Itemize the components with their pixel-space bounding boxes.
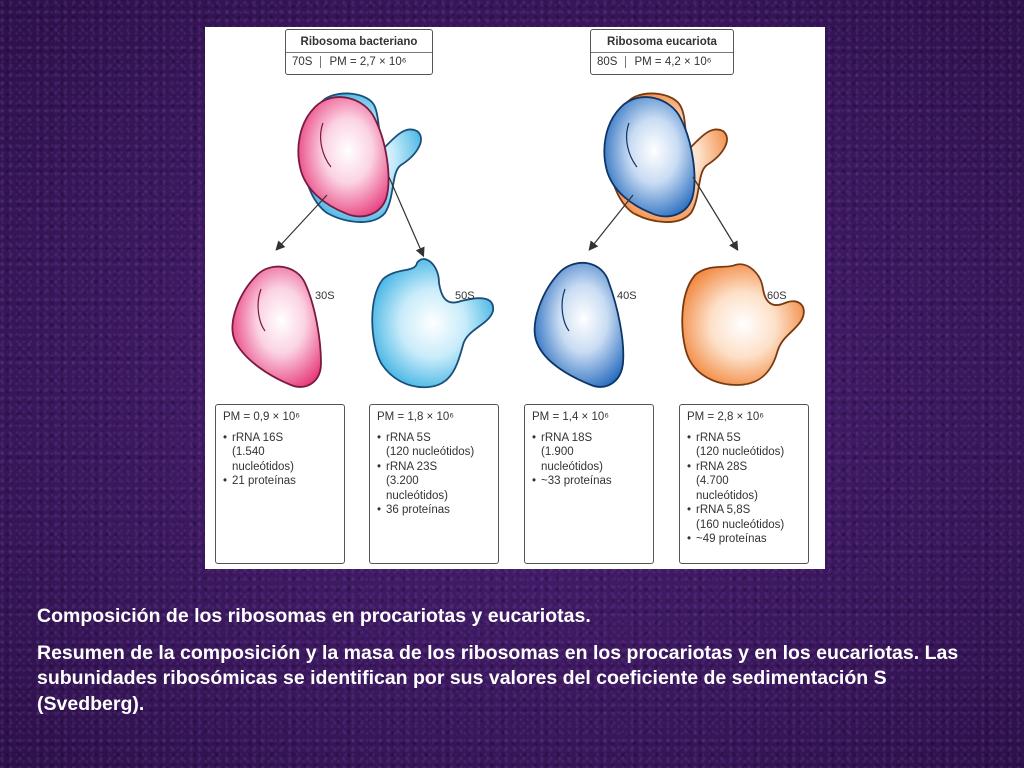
list-item bbox=[377, 431, 491, 446]
label-50s: 50S bbox=[455, 290, 475, 302]
list-item-sub: (1.900 bbox=[541, 446, 574, 458]
arrow-to-60s bbox=[693, 177, 737, 249]
title-bacterial: Ribosoma bacteriano bbox=[286, 30, 432, 53]
list-item-sub: (3.200 bbox=[386, 475, 419, 487]
list-item-sub: (120 nucleótidos) bbox=[386, 446, 475, 458]
arrow-to-40s bbox=[590, 195, 633, 249]
rrna-23s: • rRNA 23S bbox=[386, 460, 438, 473]
rrna-5s: • rRNA 5S bbox=[386, 431, 431, 444]
proteins-50s: • 36 proteínas bbox=[386, 504, 450, 516]
pm-80s: PM = 4,2 × 10⁶ bbox=[634, 56, 712, 68]
info-box-40s bbox=[524, 404, 654, 564]
label-60s: 60S bbox=[767, 290, 787, 302]
list-item bbox=[532, 431, 646, 446]
svedberg-80s: 80S bbox=[597, 56, 626, 68]
info-box-30s bbox=[215, 404, 345, 564]
pm-70s: PM = 2,7 × 10⁶ bbox=[329, 56, 407, 68]
ribosome-figure bbox=[205, 27, 825, 569]
proteins-60s: • ~49 proteínas bbox=[696, 533, 767, 545]
pm-50s: PM = 1,8 × 10⁶ bbox=[377, 411, 454, 423]
subunit-40s-shape bbox=[535, 263, 624, 387]
caption-title: Composición de los ribosomas en procariotas y eucariotas. bbox=[37, 605, 591, 627]
list-item-sub: (160 nucleótidos) bbox=[696, 518, 785, 531]
list-item bbox=[223, 474, 337, 489]
rrna-16s: • rRNA 16S bbox=[232, 431, 284, 444]
label-40s: 40S bbox=[617, 290, 637, 302]
list-item bbox=[687, 460, 801, 475]
title-box-eukaryotic bbox=[590, 29, 734, 75]
ribosome-70s-shape bbox=[298, 93, 421, 222]
info-box-60s bbox=[679, 404, 809, 564]
list-item-sub: nucleótidos) bbox=[386, 489, 449, 502]
svedberg-70s: 70S bbox=[292, 56, 321, 68]
subunit-60s-shape bbox=[682, 264, 804, 385]
list-item bbox=[687, 503, 801, 518]
subunit-50s-shape bbox=[372, 259, 493, 387]
proteins-30s: • 21 proteínas bbox=[232, 475, 296, 487]
pm-60s: PM = 2,8 × 10⁶ bbox=[687, 411, 764, 423]
slide-caption bbox=[37, 604, 997, 717]
pm-30s: PM = 0,9 × 10⁶ bbox=[223, 411, 300, 423]
label-30s: 30S bbox=[315, 290, 335, 302]
list-item-sub: nucleótidos) bbox=[696, 489, 759, 502]
pm-40s: PM = 1,4 × 10⁶ bbox=[532, 411, 609, 423]
subunit-30s-shape bbox=[232, 267, 321, 387]
list-item bbox=[687, 431, 801, 446]
arrow-to-30s bbox=[277, 195, 327, 249]
list-item-sub: (120 nucleótidos) bbox=[696, 446, 785, 458]
rrna-18s: • rRNA 18S bbox=[541, 431, 593, 444]
caption-body: Resumen de la composición y la masa de los ribosomas en los procariotas y en los eucariotas. Las subunidades ribosómicas se identifican por sus valores del coeficiente de sedimentación S (Svedberg). bbox=[37, 641, 959, 715]
list-item bbox=[532, 474, 646, 489]
list-item-sub: nucleótidos) bbox=[541, 460, 604, 473]
list-item bbox=[687, 532, 801, 547]
list-item-sub: nucleótidos) bbox=[232, 460, 295, 473]
rrna-5-8s: • rRNA 5,8S bbox=[696, 504, 751, 516]
arrow-to-50s bbox=[389, 177, 423, 255]
rrna-5s-euk: • rRNA 5S bbox=[696, 431, 741, 444]
title-box-bacterial bbox=[285, 29, 433, 75]
rrna-28s: • rRNA 28S bbox=[696, 460, 748, 473]
info-box-50s bbox=[369, 404, 499, 564]
list-item-sub: (1.540 bbox=[232, 446, 265, 458]
list-item bbox=[223, 431, 337, 446]
list-item bbox=[377, 503, 491, 518]
list-item bbox=[377, 460, 491, 475]
title-eukaryotic: Ribosoma eucariota bbox=[591, 30, 733, 53]
proteins-40s: • ~33 proteínas bbox=[541, 475, 612, 487]
list-item-sub: (4.700 bbox=[696, 475, 729, 487]
